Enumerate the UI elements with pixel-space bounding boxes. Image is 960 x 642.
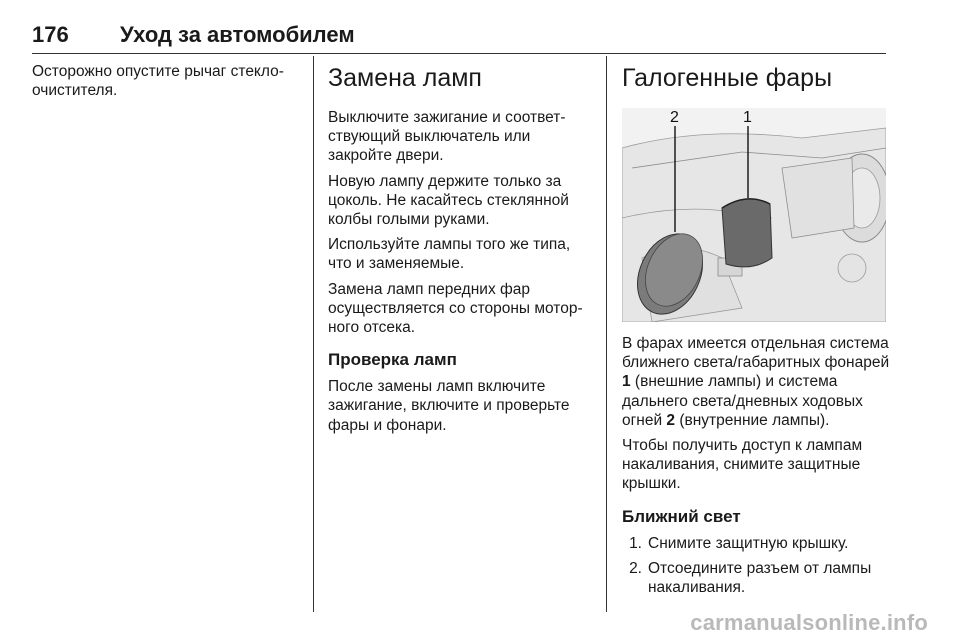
watermark: carmanualsonline.info xyxy=(690,610,928,635)
low-beam-steps xyxy=(622,534,892,598)
paragraph-same-type: Используйте лампы того же типа, что и заменяемые. xyxy=(328,236,571,273)
desc-part-2: (внешние лампы) и система дальнего света/дневных ходовых огней xyxy=(622,373,863,429)
bulb-check-text: После замены ламп включите зажигание, включите и проверьте фары и фонари. xyxy=(328,378,570,434)
figure-label-2: 2 xyxy=(670,109,679,126)
desc-part-3: (внутренние лампы). xyxy=(675,411,830,429)
column-divider-1 xyxy=(313,56,314,612)
halogen-headlights-heading: Галогенные фары xyxy=(622,64,833,92)
step-number: 2. xyxy=(629,559,642,577)
figure-label-1: 1 xyxy=(743,109,752,126)
column-3 xyxy=(622,62,892,603)
paragraph-engine-side: Замена ламп передних фар осуществляется со стороны моторного отсека. xyxy=(328,280,583,337)
headlight-illustration xyxy=(622,108,886,322)
access-bulbs-text: Чтобы получить доступ к лампам накаливания, снимите защитные крышки. xyxy=(622,437,863,493)
section-title: Уход за автомобилем xyxy=(120,22,355,47)
step-text: Снимите защитную крышку. xyxy=(648,534,849,552)
list-item xyxy=(622,559,892,597)
desc-part-1: В фарах имеется отдельная система ближнего света/габаритных фонарей xyxy=(622,335,890,372)
list-item xyxy=(622,534,892,553)
column-divider-2 xyxy=(606,56,607,612)
paragraph-hold-bulb: Новую лампу держите только за цоколь. Не касайтесь стеклянной колбы голыми руками. xyxy=(328,172,569,229)
page-header xyxy=(32,14,886,54)
headlight-drawing xyxy=(622,108,886,322)
low-beam-heading: Ближний свет xyxy=(622,506,741,526)
desc-num-1: 1 xyxy=(622,373,631,391)
page-number: 176 xyxy=(32,22,69,47)
wiper-text: Осторожно опустите рычаг стеклоочистителя. xyxy=(32,63,284,100)
paragraph-ignition: Выключите зажигание и соответствующий выключатель или закройте двери. xyxy=(328,109,566,165)
bulb-replacement-heading: Замена ламп xyxy=(328,64,482,92)
column-1 xyxy=(32,62,304,106)
desc-num-2: 2 xyxy=(666,411,676,429)
step-number: 1. xyxy=(629,534,642,552)
bulb-check-heading: Проверка ламп xyxy=(328,350,457,370)
headlight-system-description xyxy=(622,334,892,430)
column-2 xyxy=(328,62,598,441)
step-text: Отсоедините разъем от лампы накаливания. xyxy=(648,559,872,597)
